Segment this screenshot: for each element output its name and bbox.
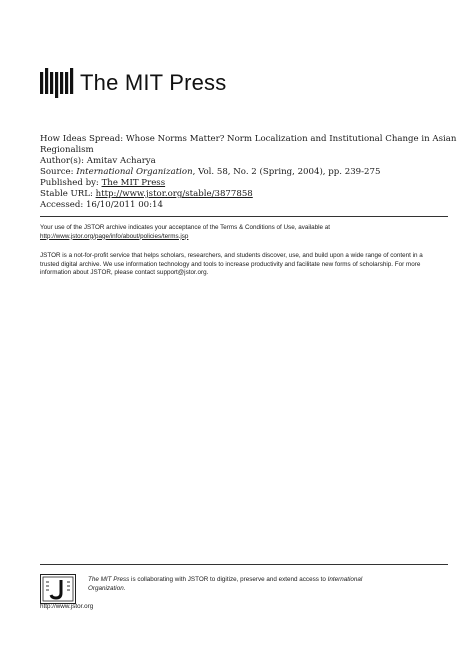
article-title-line-1: How Ideas Spread: Whose Norms Matter? Norm Localization and Institutional Change in Asian xyxy=(40,134,457,144)
divider-top xyxy=(40,216,448,217)
jstor-url[interactable]: http://www.jstor.org xyxy=(40,603,94,610)
collab-text: is collaborating with JSTOR to digitize, preserve and extend access to xyxy=(129,576,328,583)
article-publisher xyxy=(40,178,450,189)
divider-bottom xyxy=(40,564,448,565)
accessed-date: Accessed: 16/10/2011 00:14 xyxy=(40,200,163,210)
article-source xyxy=(40,167,450,178)
stable-url-link[interactable]: http://www.jstor.org/stable/3877858 xyxy=(95,189,253,199)
terms-link[interactable]: http://www.jstor.org/page/info/about/policies/terms.jsp xyxy=(40,232,189,240)
stable-url-label: Stable URL: xyxy=(40,189,96,199)
collaboration-notice xyxy=(88,576,388,593)
source-journal: International Organization xyxy=(76,167,193,177)
published-label: Published by: xyxy=(40,178,102,188)
article-stable-url xyxy=(40,189,450,200)
collab-publisher: The MIT Press xyxy=(88,576,130,583)
about-jstor xyxy=(40,252,440,278)
terms-notice xyxy=(40,224,440,241)
collab-journal: International Organization. xyxy=(88,576,363,592)
article-author: Author(s): Amitav Acharya xyxy=(40,156,156,166)
publisher-name: The MIT Press xyxy=(80,70,227,95)
source-label: Source: xyxy=(40,167,77,177)
publisher-link[interactable]: The MIT Press xyxy=(101,178,166,188)
mit-press-logo xyxy=(40,66,226,100)
terms-text: Your use of the JSTOR archive indicates your acceptance of the Terms & Conditions of Use, available at xyxy=(40,224,331,231)
jstor-seal-logo-icon xyxy=(40,574,76,604)
article-title-line-2: Regionalism xyxy=(40,145,94,155)
about-jstor-text: JSTOR is a not-for-profit service that helps scholars, researchers, and students discover, use, and build upon a wide range of content in a trusted digital archive. We use information technology and tools to increase productivity and facilitate new forms of scholarship. For more information about JSTOR, please contact support@jstor.org. xyxy=(40,252,423,277)
source-details: , Vol. 58, No. 2 (Spring, 2004), pp. 239-275 xyxy=(192,167,381,177)
mit-press-bars-logo-icon xyxy=(40,68,74,98)
citation-block xyxy=(40,134,457,211)
